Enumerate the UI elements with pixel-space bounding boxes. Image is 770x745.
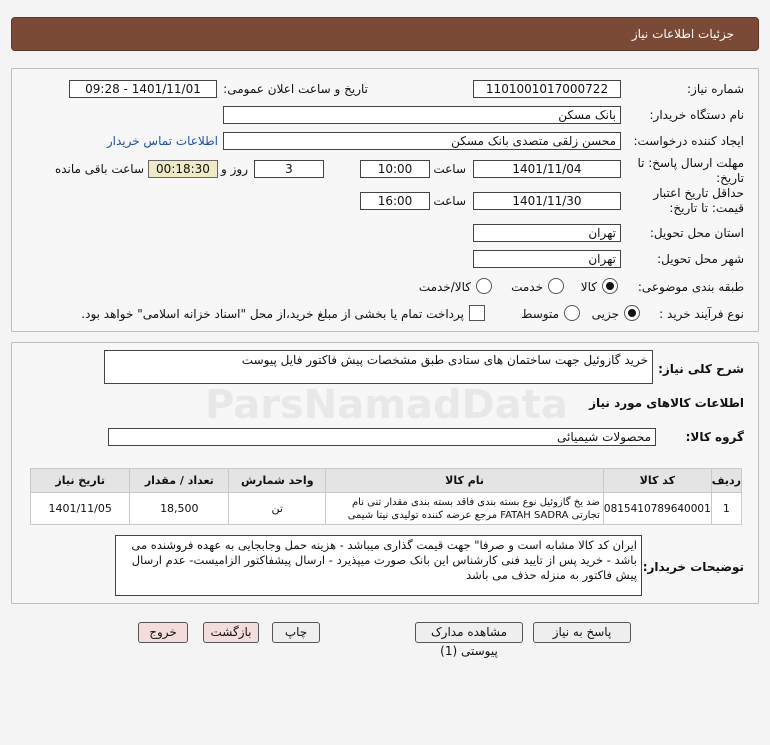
category-service-label: خدمت (511, 280, 543, 294)
creator-label: ایجاد کننده درخواست: (633, 134, 744, 148)
summary-box: خرید گازوئیل جهت ساختمان های ستادی طبق مشخصات پیش فاکتور فایل پیوست (104, 350, 653, 384)
col-row: ردیف (711, 469, 741, 493)
category-service-radio[interactable] (548, 278, 564, 294)
attachments-button[interactable]: مشاهده مدارک پیوستی (1) (415, 622, 523, 643)
col-unit: واحد شمارش (229, 469, 326, 493)
treasury-payment-checkbox[interactable] (469, 305, 485, 321)
summary-label: شرح کلی نیاز: (658, 362, 744, 376)
table-row (31, 493, 742, 525)
validity-time-field: 16:00 (360, 192, 430, 210)
contact-buyer-link[interactable]: اطلاعات تماس خریدار (106, 134, 218, 148)
buyer-notes-label: توضیحات خریدار: (642, 560, 744, 574)
days-field: 3 (254, 160, 324, 178)
province-label: استان محل تحویل: (649, 226, 744, 240)
validity-date-field: 1401/11/30 (473, 192, 621, 210)
city-label: شهر محل تحویل: (657, 252, 744, 266)
brand-watermark: ParsNamadData (205, 382, 568, 428)
days-label: روز و (221, 162, 248, 176)
buyer-org-field: بانک مسکن (223, 106, 621, 124)
reply-button[interactable]: پاسخ به نیاز (533, 622, 631, 643)
col-code: کد کالا (603, 469, 711, 493)
need-number-label: شماره نیاز: (687, 82, 744, 96)
category-goods-label: کالا (580, 280, 597, 294)
city-field: تهران (473, 250, 621, 268)
validity-label: حداقل تاریخ اعتبار قیمت: تا تاریخ: (653, 186, 744, 215)
announce-field: 1401/11/01 - 09:28 (69, 80, 217, 98)
category-both-label: کالا/خدمت (418, 280, 471, 294)
col-name: نام کالا (326, 469, 604, 493)
province-field: تهران (473, 224, 621, 242)
category-goods-radio[interactable] (602, 278, 618, 294)
creator-field: محسن زلقی متصدی بانک مسکن (223, 132, 621, 150)
back-button[interactable]: بازگشت (203, 622, 259, 643)
deadline-label: مهلت ارسال پاسخ: تا تاریخ: (637, 156, 744, 185)
deadline-time-label: ساعت (433, 162, 466, 176)
cell-date: 1401/11/05 (31, 493, 130, 525)
category-label: طبقه بندی موضوعی: (637, 280, 744, 294)
cell-name: ضد یخ گازوئیل نوع بسته بندی فاقد بسته بندی مقدار تنی نام تجارتی FATAH SADRA مرجع عرضه کننده تولیدی نیتا شیمی (326, 493, 604, 525)
goods-group-field: محصولات شیمیائی (108, 428, 656, 446)
print-button[interactable]: چاپ (272, 622, 320, 643)
buyer-org-label: نام دستگاه خریدار: (649, 108, 744, 122)
goods-table (30, 468, 742, 525)
cell-row: 1 (711, 493, 741, 525)
announce-label: تاریخ و ساعت اعلان عمومی: (223, 82, 368, 96)
exit-button[interactable]: خروج (138, 622, 188, 643)
cell-code: 0815410789640001 (603, 493, 711, 525)
cell-unit: تن (229, 493, 326, 525)
remaining-label: ساعت باقی مانده (54, 162, 144, 176)
buyer-notes-box: ایران کد کالا مشابه است و صرفا" جهت قیمت گذاری میباشد - هزینه حمل وجابجایی به عهده فروشنده می باشد - خرید پس از تایید فنی کارشناس این بانک صورت میپذیرد - ارسال پیشفاکتور الزامیست- عدم ارسال پیش فاکتور به منزله حذف می باشد (115, 535, 642, 596)
goods-group-label: گروه کالا: (685, 430, 744, 444)
page-title: جزئیات اطلاعات نیاز (631, 27, 734, 41)
goods-table-header (31, 469, 742, 493)
deadline-date-field: 1401/11/04 (473, 160, 621, 178)
process-medium-radio[interactable] (564, 305, 580, 321)
col-date: تاریخ نیاز (31, 469, 130, 493)
process-partial-radio[interactable] (624, 305, 640, 321)
remaining-timer: 00:18:30 (148, 160, 218, 178)
process-medium-label: متوسط (521, 307, 559, 321)
treasury-payment-note: پرداخت تمام یا بخشی از مبلغ خرید،از محل "اسناد خزانه اسلامی" خواهد بود. (81, 307, 464, 321)
process-label: نوع فرآیند خرید : (659, 307, 744, 321)
goods-section-title: اطلاعات کالاهای مورد نیاز (589, 396, 744, 410)
deadline-time-field: 10:00 (360, 160, 430, 178)
category-both-radio[interactable] (476, 278, 492, 294)
page-header (11, 17, 759, 51)
cell-qty: 18,500 (130, 493, 229, 525)
validity-time-label: ساعت (433, 194, 466, 208)
process-partial-label: جزیی (591, 307, 619, 321)
col-qty: تعداد / مقدار (130, 469, 229, 493)
need-number-field: 1101001017000722 (473, 80, 621, 98)
